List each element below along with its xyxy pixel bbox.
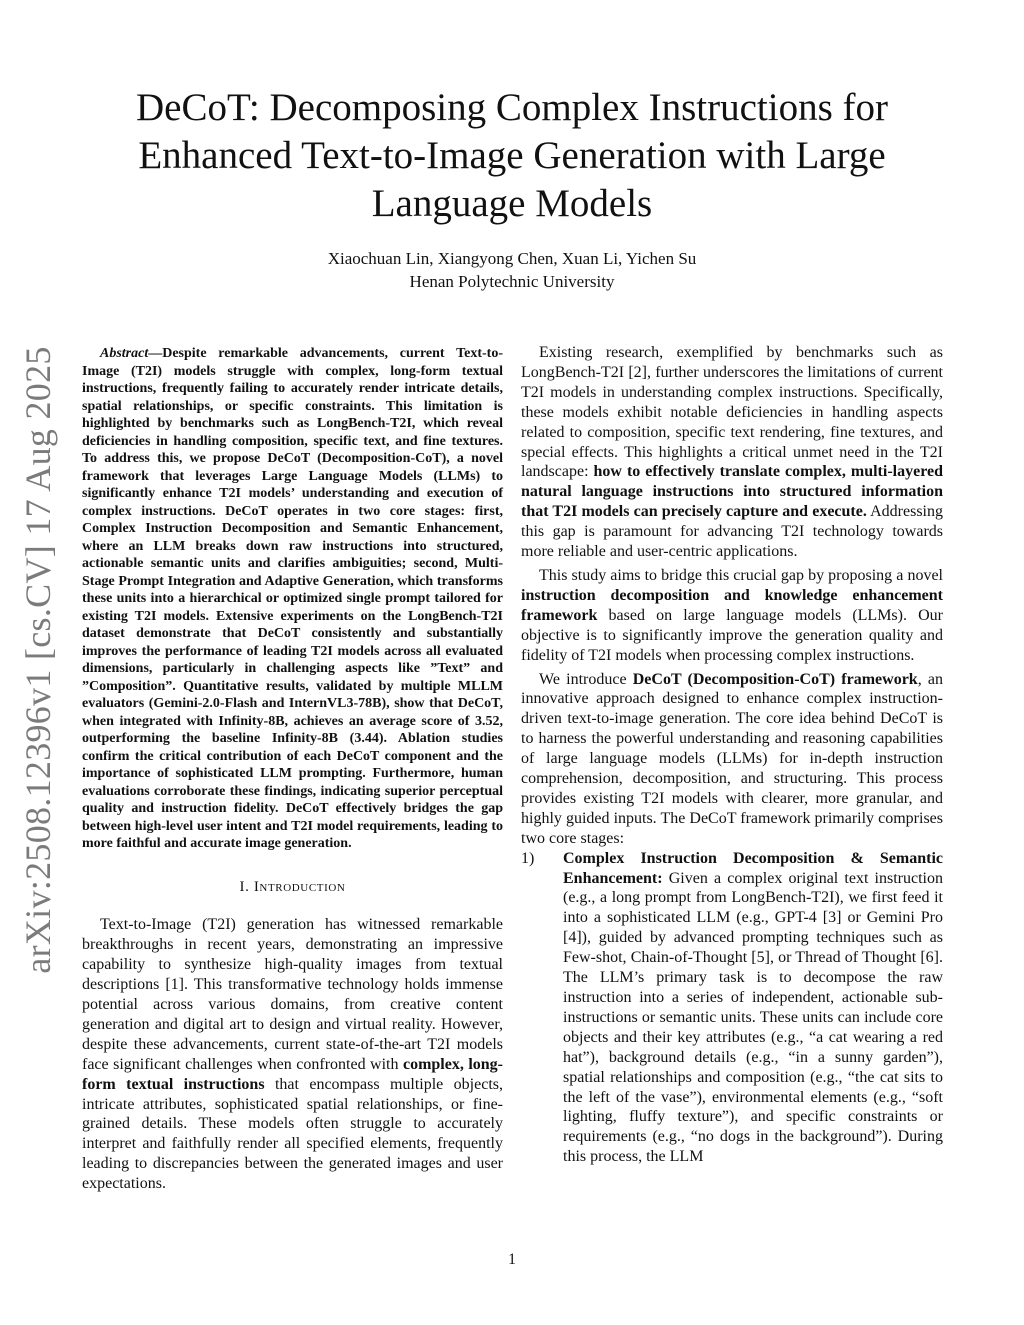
research-question: how to effectively translate complex, multi-layered natural language instructions into structured information that T2I models can precisely capture and execute. [521, 463, 944, 521]
framework-emphasis: instruction decomposition and knowledge enhancement framework [521, 586, 943, 624]
author-affiliation: Henan Polytechnic University [409, 272, 615, 291]
intro-emphasis: complex, long-form textual instructions [82, 1055, 503, 1093]
right-paragraph-3: We introduce DeCoT (Decomposition-CoT) framework, an innovative approach designed to enhance complex instruction-driven text-to-image generation. The core idea behind DeCoT is to harness the powerful understanding and reasoning capabilities of large language models (LLMs) for in-depth instruction comprehension, decomposition, and structuring. This process provides existing T2I models with clearer, more granular, and highly guided inputs. The DeCoT framework primarily comprises two core stages: [521, 670, 944, 847]
abstract-text: —Despite remarkable advancements, current Text-to-Image (T2I) models struggle with complex, long-form textual instructions, frequently failing to accurately render intricate details, spatial relationships, or specific constraints. This limitation is highlighted by benchmarks such as LongBench-T2I, which reveal deficiencies in handling composition, specific text, and fine textures. To address this, we propose DeCoT (Decomposition-CoT), a novel framework that leverages Large Language Models (LLMs) to significantly enhance T2I models’ understanding and execution of complex instructions. DeCoT operates in two core stages: first, Complex Instruction Decomposition and Semantic Enhancement, where an LLM breaks down raw instructions into structured, actionable semantic units and clarifies ambiguities; second, Multi-Stage Prompt Integration and Adaptive Generation, which transforms these units into a hierarchical or optimized single prompt tailored for existing T2I models. Extensive experiments on the LongBench-T2I dataset demonstrate that DeCoT consistently and substantially improves the performance of leading T2I models across all evaluated dimensions, particularly in challenging aspects like ”Text” and ”Composition”. Quantitative results, validated by multiple MLLM evaluators (Gemini-2.0-Flash and InternVL3-78B), show that DeCoT, when integrated with Infinity-8B, achieves an average score of 3.52, outperforming the baseline Infinity-8B (3.44). Ablation studies confirm the critical contribution of each DeCoT component and the importance of sophisticated LLM prompting. Furthermore, human evaluations corroborate these findings, indicating superior perceptual quality and instruction fidelity. DeCoT effectively bridges the gap between high-level user intent and T2I model requirements, leading to more faithful and accurate image generation. [82, 346, 503, 851]
right-paragraph-1: Existing research, exemplified by benchmarks such as LongBench-T2I [2], further underscores the limitations of current T2I models in understanding complex instructions. Specifically, these models exhibit notable deficiencies in handling aspects related to composition, specific text rendering, fine textures, and special effects. This highlights a critical unmet need in the T2I landscape: how to effectively translate complex, multi-layered natural language instructions into structured information that T2I models can precisely capture and execute. Addressing this gap is paramount for advancing T2I technology towards more reliable and user-centric applications. [521, 344, 944, 561]
author-names: Xiaochuan Lin, Xiangyong Chen, Xuan Li, Yichen Su [327, 249, 697, 268]
page-number: 1 [508, 1251, 516, 1268]
author-block [100, 247, 924, 293]
abstract-label: Abstract [100, 346, 149, 361]
list-item-text: Given a complex original text instruction (e.g., a long prompt from LongBench-T2I), we first feed it into a sophisticated LLM (e.g., GPT-4 [3] or Gemini Pro [4]), guided by advanced prompting techniques such as Few-shot, Chain-of-Thought [5], or Thread of Thought [6]. The LLM’s primary task is to decompose the raw instruction into a series of independent, actionable sub-instructions or semantic units. These units can include core objects and their key attributes (e.g., “a cat wearing a red hat”), background details (e.g., “in a sunny garden”), spatial relationships and composition (e.g., “the cat sits to the left of the vase”), environmental elements (e.g., “soft lighting, fluffy texture”), and specific constraints or requirements (e.g., “no dogs in the background”). During this process, the LLM [563, 869, 943, 1166]
arxiv-identifier: arXiv:2508.12396v1 [cs.CV] 17 Aug 2025 [18, 346, 58, 974]
left-column [82, 345, 503, 1194]
right-paragraph-2: This study aims to bridge this crucial gap by proposing a novel instruction decomposition and knowledge enhancement framework based on large language models (LLMs). Our objective is to significantly improve the generation quality and fidelity of T2I models when processing complex instructions. [521, 566, 943, 664]
list-item-title: Complex Instruction Decomposition & Semantic Enhancement: [563, 849, 943, 887]
list-item [521, 849, 943, 1168]
paper-title: DeCoT: Decomposing Complex Instructions for Enhanced Text-to-Image Generation with Large Language Models [136, 86, 888, 225]
right-column [521, 343, 943, 1167]
arxiv-identifier-sidebar [8, 346, 68, 974]
list-item-number: 1) [521, 849, 535, 867]
section-heading-introduction: I. Introduction [239, 878, 346, 895]
intro-paragraph-1: Text-to-Image (T2I) generation has witnessed remarkable breakthroughs in recent years, demonstrating an impressive capability to synthesize high-quality images from textual descriptions [1]. This transformative technology holds immense potential across various domains, from creative content generation and digital art to design and virtual reality. However, despite these advancements, current state-of-the-art T2I models face significant challenges when confronted with complex, long-form textual instructions that encompass multiple objects, intricate attributes, sophisticated spatial relationships, or fine-grained details. These models often struggle to accurately interpret and faithfully render all specified elements, frequently leading to discrepancies between the generated images and user expectations. [82, 916, 503, 1193]
abstract [82, 345, 503, 853]
decot-emphasis: DeCoT (Decomposition-CoT) framework [632, 670, 918, 688]
stage-list [521, 849, 943, 1168]
